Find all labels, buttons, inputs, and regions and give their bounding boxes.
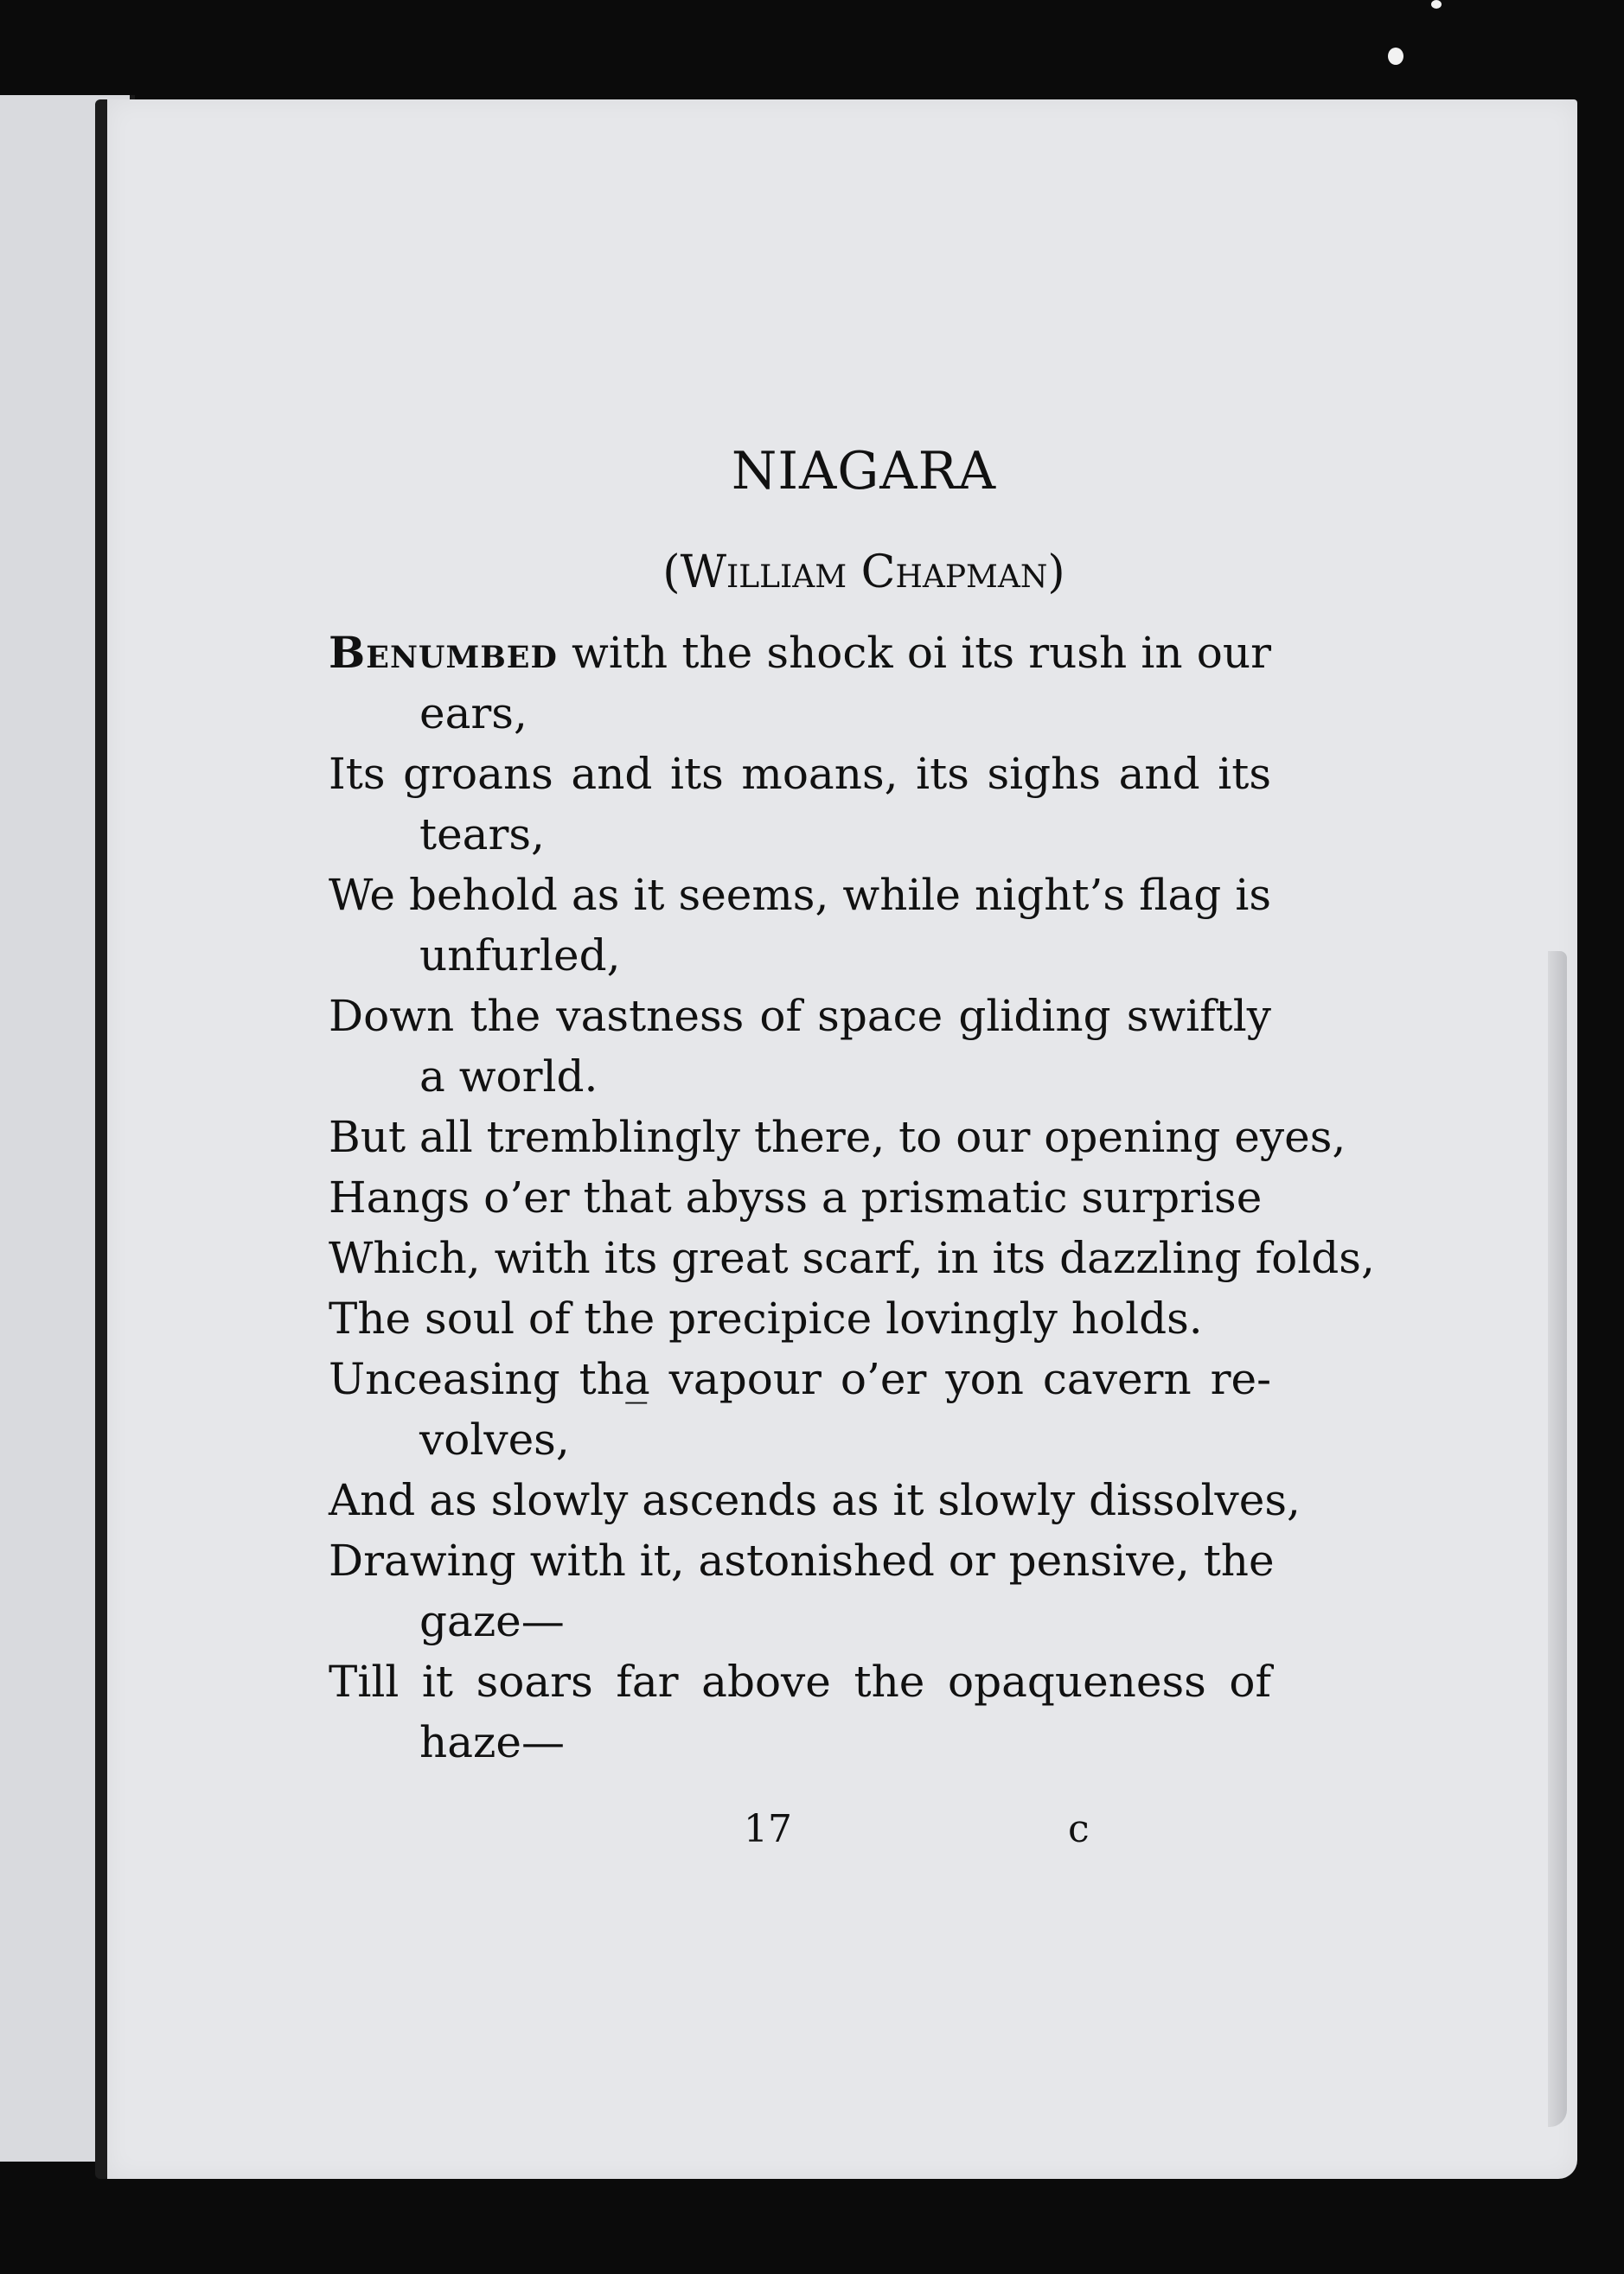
poem-line-continuation: volves, <box>419 1415 570 1465</box>
poem-body <box>329 623 1375 1773</box>
poem-line: But all tremblingly there, to our opening eyes, <box>329 1112 1346 1162</box>
poem-line: We behold as it seems, while night’s flag is <box>329 870 1271 920</box>
poem-title: NIAGARA <box>731 441 997 501</box>
poem-first-word: Benumbed <box>329 627 558 678</box>
poem-line: Hangs o’er that abyss a prismatic surprise <box>329 1172 1263 1223</box>
poem-line-continuation: ears, <box>419 688 527 738</box>
poem-line-text: with the shock oi its rush in our <box>557 628 1271 678</box>
poem-line: Drawing with it, astonished or pensive, the <box>329 1536 1275 1586</box>
scan-speck <box>1388 48 1403 65</box>
poem-line: Its groans and its moans, its sighs and its <box>329 749 1271 799</box>
poem-line: And as slowly ascends as it slowly dissolves, <box>329 1475 1301 1525</box>
scan-speck <box>1431 0 1442 9</box>
poem-line-continuation: unfurled, <box>419 930 621 981</box>
poem-line: Down the vastness of space gliding swiftly <box>329 991 1271 1041</box>
poem-line: Unceasing tha̲ vapour o’er yon cavern re- <box>329 1354 1271 1404</box>
poem-line-continuation: a world. <box>419 1051 598 1102</box>
poem-line <box>329 623 1271 683</box>
poem-line: Till it soars far above the opaqueness of <box>329 1657 1271 1707</box>
poem-line: The soul of the precipice lovingly holds. <box>329 1293 1203 1344</box>
poem-line-continuation: haze— <box>419 1717 565 1767</box>
poem-line-continuation: tears, <box>419 809 545 859</box>
page-number: 17 <box>744 1807 792 1851</box>
poem-line-continuation: gaze— <box>419 1596 565 1646</box>
signature-mark: c <box>1068 1807 1090 1851</box>
page-curl-edge <box>1548 951 1567 2127</box>
poem-line: Which, with its great scarf, in its dazzling folds, <box>329 1233 1375 1283</box>
poem-author: (William Chapman) <box>662 546 1065 598</box>
